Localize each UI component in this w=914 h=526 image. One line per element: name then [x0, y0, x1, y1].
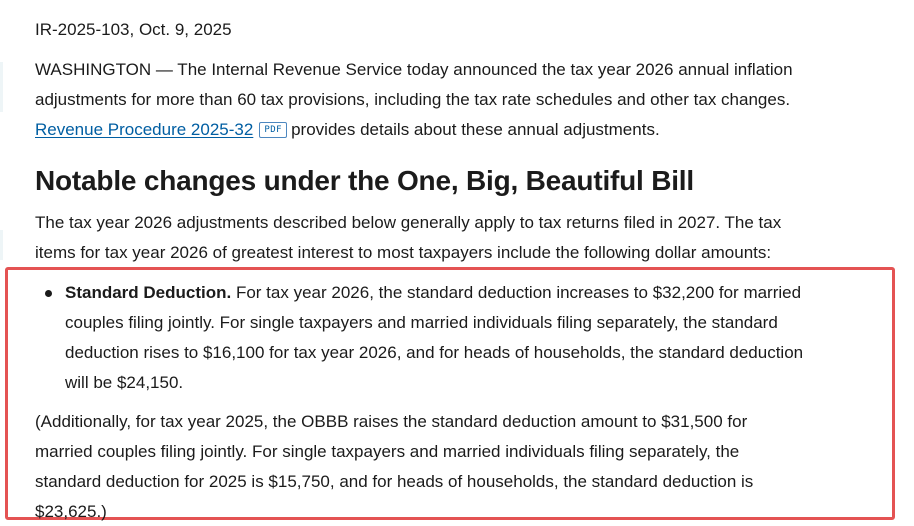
additional-line: (Additionally, for tax year 2025, the OBBB raises the standard deduction amount to $31,500 for	[35, 412, 748, 431]
bullet-line: will be $24,150.	[65, 373, 184, 392]
left-accent-rule	[0, 62, 3, 112]
applies-paragraph	[35, 208, 781, 268]
bullet-term: Standard Deduction.	[65, 283, 232, 302]
intro-paragraph	[35, 55, 793, 145]
release-id-date: IR-2025-103, Oct. 9, 2025	[35, 20, 232, 39]
intro-line: WASHINGTON — The Internal Revenue Service today announced the tax year 2026 annual inflation	[35, 60, 793, 79]
additional-line: standard deduction for 2025 is $15,750, and for heads of households, the standard deduction is	[35, 472, 754, 491]
bullet-dot-icon	[45, 290, 52, 297]
left-accent-rule	[0, 230, 3, 260]
bullet-line	[65, 278, 803, 308]
bullet-text: For tax year 2026, the standard deduction increases to $32,200 for married	[231, 283, 802, 302]
intro-line-rest: provides details about these annual adjustments.	[291, 120, 660, 139]
pdf-icon: PDF	[259, 122, 287, 138]
section-heading: Notable changes under the One, Big, Beautiful Bill	[35, 165, 694, 196]
intro-line: adjustments for more than 60 tax provisions, including the tax rate schedules and other tax changes.	[35, 90, 791, 109]
bullet-line: couples filing jointly. For single taxpayers and married individuals filing separately, the standard	[65, 313, 778, 332]
additional-line: married couples filing jointly. For single taxpayers and married individuals filing separately, the	[35, 442, 740, 461]
additional-paragraph	[35, 407, 753, 526]
bullet-line: deduction rises to $16,100 for tax year 2026, and for heads of households, the standard deduction	[65, 343, 804, 362]
applies-line: The tax year 2026 adjustments described below generally apply to tax returns filed in 2027. The tax	[35, 213, 782, 232]
applies-line: items for tax year 2026 of greatest interest to most taxpayers include the following dollar amounts:	[35, 243, 772, 262]
list-item-standard-deduction	[65, 278, 803, 398]
intro-line-with-link	[35, 115, 793, 145]
bullet-list	[65, 278, 803, 398]
revenue-procedure-link[interactable]: Revenue Procedure 2025-32	[35, 120, 254, 139]
additional-line: $23,625.)	[35, 502, 107, 521]
